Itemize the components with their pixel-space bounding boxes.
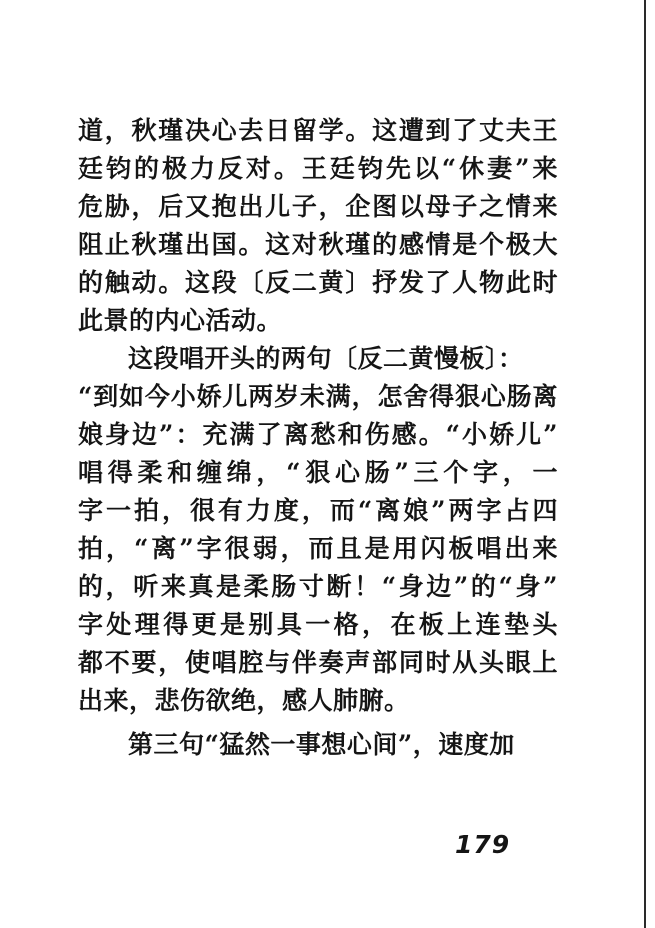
text-line: 字处理得更是别具一格，在板上连垫头 — [78, 610, 558, 639]
text-line: 都不要，使唱腔与伴奏声部同时从头眼上 — [78, 648, 558, 677]
page-number: 179 — [455, 830, 511, 859]
text-line: 的触动。这段〔反二黄〕抒发了人物此时 — [78, 268, 558, 297]
text-line-paragraph-start: 第三句“猛然一事想心间”，速度加 — [128, 730, 515, 759]
text-line: 廷钧的极力反对。王廷钧先以“休妻”来 — [78, 154, 558, 183]
text-line: 的，听来真是柔肠寸断！“身边”的“身” — [78, 572, 558, 601]
text-line: 字一拍，很有力度，而“离娘”两字占四 — [78, 496, 558, 525]
text-line: 阻止秋瑾出国。这对秋瑾的感情是个极大 — [78, 230, 558, 259]
body-text — [78, 112, 558, 764]
page-edge-line — [644, 0, 646, 928]
text-line-paragraph-start: 这段唱开头的两句〔反二黄慢板〕： — [128, 344, 524, 373]
text-line: 拍，“离”字很弱，而且是用闪板唱出来 — [78, 534, 558, 563]
text-line: 娘身边”：充满了离愁和伤感。“小娇儿” — [78, 420, 558, 449]
text-line: “到如今小娇儿两岁未满，怎舍得狠心肠离 — [78, 382, 558, 411]
text-line: 道，秋瑾决心去日留学。这遭到了丈夫王 — [78, 116, 558, 145]
text-line: 出来，悲伤欲绝，感人肺腑。 — [78, 686, 410, 715]
text-line: 危胁，后又抱出儿子，企图以母子之情来 — [78, 192, 558, 221]
text-line: 此景的内心活动。 — [78, 306, 283, 335]
text-line: 唱得柔和缠绵，“狠心肠”三个字，一 — [78, 458, 558, 487]
